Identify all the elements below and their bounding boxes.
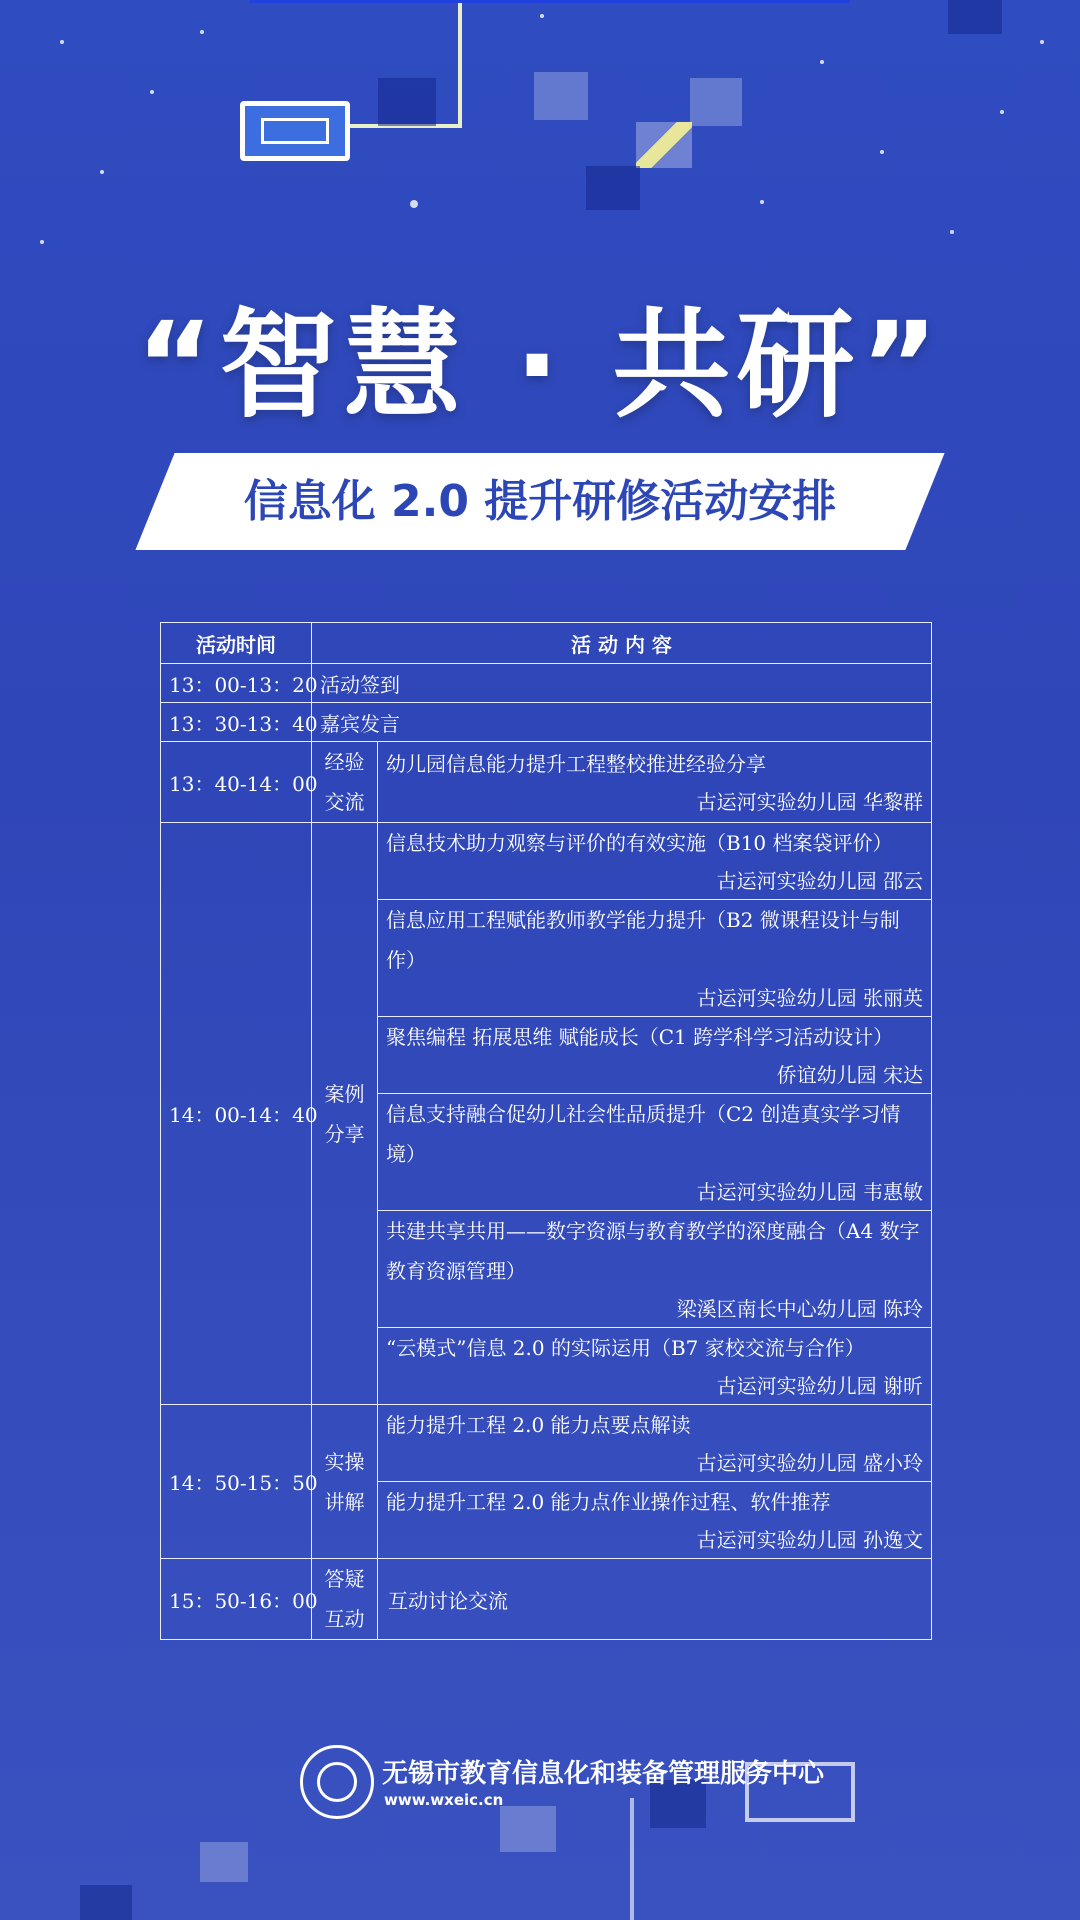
decor-square: [378, 78, 436, 126]
table-row: [161, 703, 932, 742]
item-cell: [378, 1328, 932, 1405]
star: [200, 30, 204, 34]
table-row: [161, 1405, 932, 1482]
item-title: “云模式”信息 2.0 的实际运用（B7 家校交流与合作）: [386, 1336, 865, 1360]
decor-line: [458, 0, 462, 126]
org-website: www.wxeic.cn: [384, 1791, 504, 1809]
star: [60, 40, 64, 44]
star: [410, 200, 418, 208]
star: [1040, 40, 1044, 44]
star: [1000, 110, 1004, 114]
decor-line: [250, 0, 850, 3]
table-row: [161, 1559, 932, 1640]
star: [150, 90, 154, 94]
item-speaker: 古运河实验幼儿园 张丽英: [696, 986, 923, 1010]
time-cell: 14：50-15：50: [161, 1405, 312, 1559]
item-title: 共建共享共用——数字资源与教育教学的深度融合（A4 数字教育资源管理）: [386, 1219, 920, 1283]
item-cell: [378, 823, 932, 900]
page-title: “智慧 · 共研”: [135, 296, 945, 434]
item-title: 信息支持融合促幼儿社会性品质提升（C2 创造真实学习情境）: [386, 1102, 901, 1166]
content-cell: 活动签到: [312, 664, 932, 703]
header-time: 活动时间: [161, 623, 312, 664]
time-cell: 13：30-13：40: [161, 703, 312, 742]
item-speaker: 古运河实验幼儿园 华黎群: [696, 790, 923, 814]
item-title: 能力提升工程 2.0 能力点要点解读: [386, 1413, 691, 1437]
org-name: 无锡市教育信息化和装备管理服务中心: [382, 1759, 825, 1789]
item-speaker: 古运河实验幼儿园 谢昕: [716, 1374, 923, 1398]
item-title: 幼儿园信息能力提升工程整校推进经验分享: [386, 752, 766, 776]
item-speaker: 古运河实验幼儿园 韦惠敏: [696, 1180, 923, 1204]
subtitle-text: 信息化 2.0 提升研修活动安排: [243, 476, 837, 527]
item-speaker: 古运河实验幼儿园 邵云: [716, 869, 923, 893]
item-title: 聚焦编程 拓展思维 赋能成长（C1 跨学科学习活动设计）: [386, 1025, 894, 1049]
org-logo-icon: [300, 1745, 374, 1819]
item-cell: [378, 1405, 932, 1482]
item-cell: [378, 1094, 932, 1211]
table-row: [161, 664, 932, 703]
item-cell: [378, 900, 932, 1017]
item-cell: [378, 742, 932, 823]
decor-square: [534, 72, 588, 120]
decor-square: [690, 78, 742, 126]
star: [540, 14, 544, 18]
star: [820, 60, 824, 64]
content-cell: 嘉宾发言: [312, 703, 932, 742]
star: [950, 230, 954, 234]
decor-square: [636, 122, 692, 168]
table-row: [161, 742, 932, 823]
star: [40, 240, 44, 244]
category-cell: 案例 分享: [312, 823, 378, 1405]
item-speaker: 古运河实验幼儿园 盛小玲: [696, 1451, 923, 1475]
item-title: 信息技术助力观察与评价的有效实施（B10 档案袋评价）: [386, 831, 893, 855]
item-cell: [378, 1017, 932, 1094]
decor-square: [586, 166, 640, 210]
decor-square: [80, 1885, 132, 1920]
table-header-row: [161, 623, 932, 664]
decor-square: [948, 0, 1002, 34]
star: [880, 150, 884, 154]
time-cell: 14：00-14：40: [161, 823, 312, 1405]
item-speaker: 梁溪区南长中心幼儿园 陈玲: [676, 1297, 923, 1321]
table-row: [161, 823, 932, 900]
time-cell: 13：00-13：20: [161, 664, 312, 703]
item-title: 信息应用工程赋能教师教学能力提升（B2 微课程设计与制作）: [386, 908, 900, 972]
content-cell: 互动讨论交流: [378, 1559, 932, 1640]
schedule-table: [160, 622, 932, 1640]
decor-square: [200, 1842, 248, 1882]
item-cell: [378, 1482, 932, 1559]
item-speaker: 古运河实验幼儿园 孙逸文: [696, 1528, 923, 1552]
decor-frame: [240, 101, 350, 161]
footer: [300, 1745, 825, 1825]
header-content: 活 动 内 容: [312, 623, 932, 664]
item-title: 能力提升工程 2.0 能力点作业操作过程、软件推荐: [386, 1490, 831, 1514]
star: [100, 170, 104, 174]
item-cell: [378, 1211, 932, 1328]
time-cell: 13：40-14：00: [161, 742, 312, 823]
category-cell: 经验 交流: [312, 742, 378, 823]
star: [760, 200, 764, 204]
category-cell: 实操 讲解: [312, 1405, 378, 1559]
category-cell: 答疑 互动: [312, 1559, 378, 1640]
time-cell: 15：50-16：00: [161, 1559, 312, 1640]
item-speaker: 侨谊幼儿园 宋达: [776, 1063, 923, 1087]
